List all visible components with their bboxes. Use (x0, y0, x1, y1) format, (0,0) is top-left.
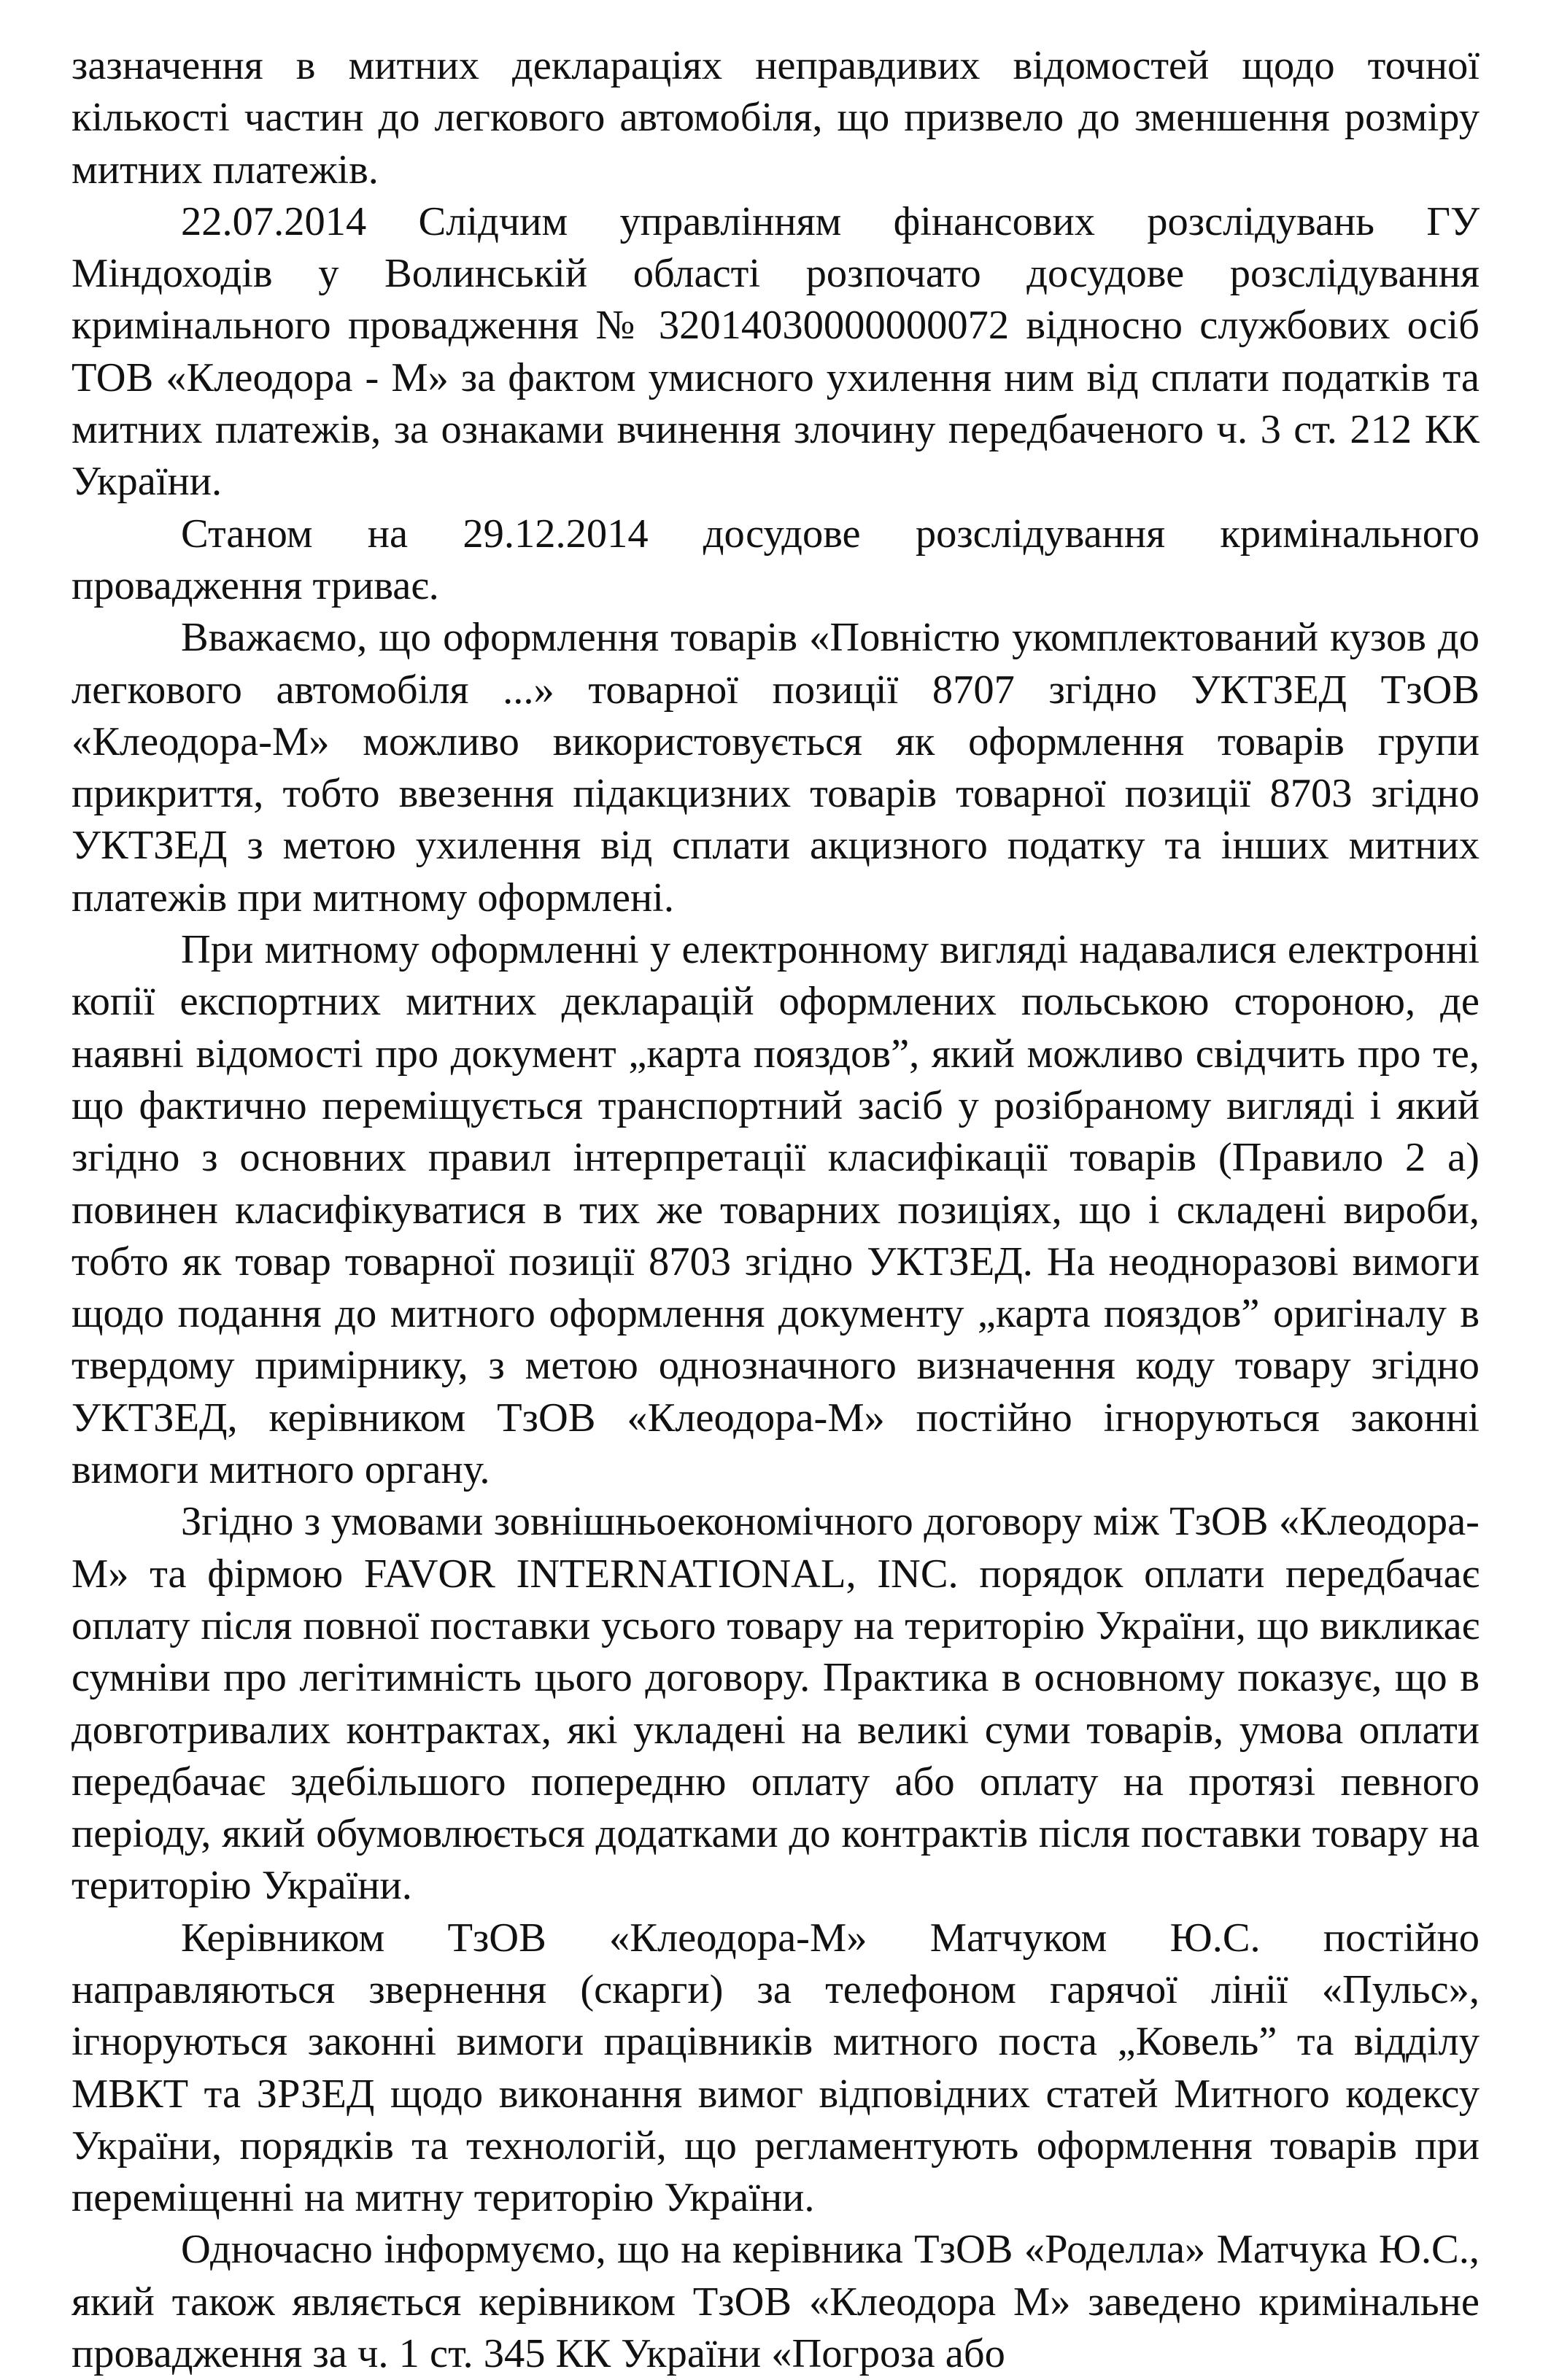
paragraph-cover-goods: Вважаємо, що оформлення товарів «Повністю укомплектований кузов до легкового автомобіля ...» товарної позиції 8707 згідно УКТЗЕД ТзОВ «Клеодора-М» можливо використовується як оформлення товарів групи прикриття, тобто ввезення підакцизних товарів товарної позиції 8703 згідно УКТЗЕД з метою ухилення від сплати акцизного податку та інших митних платежів при митному оформлені. (71, 615, 1480, 920)
paragraph-contract-terms: Згідно з умовами зовнішньоекономічного договору між ТзОВ «Клеодора-М» та фірмою FAVOR INTERNATIONAL, INC. порядок оплати передбачає оплату після повної поставки усього товару на територію України, що викликає сумніви про легітимність цього договору. Практика в основному показує, що в довготривалих контрактах, які укладені на великі суми товарів, умова оплати передбачає здебільшого попередню оплату або оплату на протязі певного періоду, який обумовлюється додатками до контрактів після поставки товару на територію України. (71, 1499, 1480, 1909)
paragraph-continuation: зазначення в митних деклараціях неправдивих відомостей щодо точної кількості частин до легкового автомобіля, що призвело до зменшення розміру митних платежів. (71, 43, 1480, 193)
paragraph-investigation-start: 22.07.2014 Слідчим управлінням фінансових розслідувань ГУ Міндоходів у Волинській області розпочато досудове розслідування кримінального провадження № 32014030000000072 відносно службових осіб ТОВ «Клеодора - М» за фактом умисного ухилення ним від сплати податків та митних платежів, за ознаками вчинення злочину передбаченого ч. 3 ст. 212 КК України. (71, 198, 1480, 505)
paragraph-investigation-status: Станом на 29.12.2014 досудове розслідування кримінального провадження триває. (71, 511, 1480, 608)
paragraph-export-declarations: При митному оформленні у електронному вигляді надавалися електронні копії експортних митних декларацій оформлених польською стороною, де наявні відомості про документ „карта пояздов”, який можливо свідчить про те, що фактично переміщується транспортний засіб у розібраному вигляді і який згідно з основних правил інтерпретації класифікації товарів (Правило 2 а) повинен класифікуватися в тих же товарних позиціях, що і складені вироби, тобто як товар товарної позиції 8703 згідно УКТЗЕД. На неодноразові вимоги щодо подання до митного оформлення документу „карта пояздов” оригіналу в твердому примірнику, з метою однозначного визначення коду товару згідно УКТЗЕД, керівником ТзОВ «Клеодора-М» постійно ігноруються законні вимоги митного органу. (71, 927, 1480, 1493)
paragraph-complaints: Керівником ТзОВ «Клеодора-М» Матчуком Ю.С. постійно направляються звернення (скарги) за телефоном гарячої лінії «Пульс», ігноруються законні вимоги працівників митного поста „Ковель” та відділу МВКТ та ЗРЗЕД щодо виконання вимог відповідних статей Митного кодексу України, порядків та технологій, що регламентують оформлення товарів при переміщенні на митну територію України. (71, 1915, 1480, 2221)
paragraph-criminal-case: Одночасно інформуємо, що на керівника ТзОВ «Роделла» Матчука Ю.С., який також являється керівником ТзОВ «Клеодора М» заведено кримінальне провадження за ч. 1 ст. 345 КК України «Погроза або (71, 2227, 1480, 2377)
document-body (71, 40, 1480, 2380)
